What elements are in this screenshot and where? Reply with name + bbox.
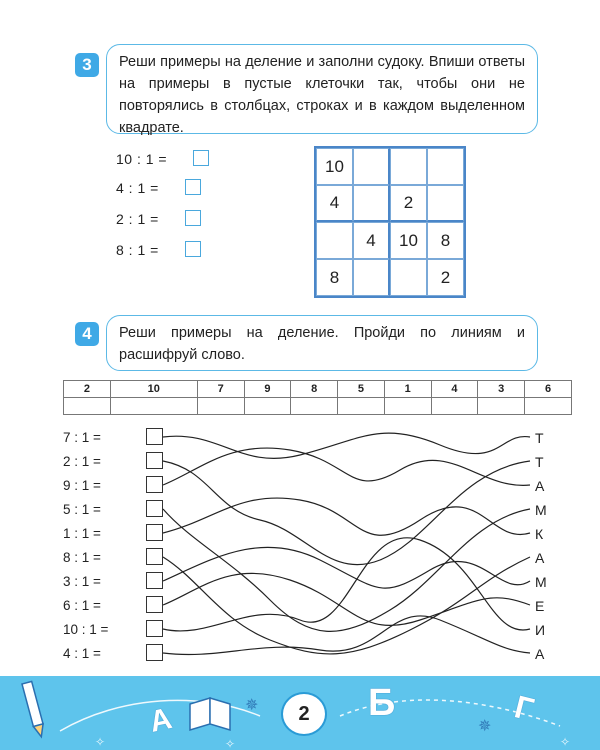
maze-equation-4: 5 : 1 =	[63, 502, 101, 517]
footer-letter-b: Б	[368, 682, 396, 724]
pencil-icon	[22, 681, 46, 738]
key-number: 5	[338, 381, 385, 398]
maze-letter-2: Т	[535, 454, 544, 470]
maze-equation-3: 9 : 1 =	[63, 478, 101, 493]
sudoku-cell[interactable]: 2	[427, 259, 464, 296]
maze-letter-1: Т	[535, 430, 544, 446]
maze-letter-6: А	[535, 550, 545, 566]
key-number: 6	[525, 381, 572, 398]
maze-equation-8: 6 : 1 =	[63, 598, 101, 613]
task-3-equation-3: 2 : 1 =	[116, 211, 159, 227]
sudoku-cell[interactable]: 4	[353, 222, 390, 259]
star-icon: ✧	[95, 735, 106, 749]
sudoku-cell[interactable]: 10	[316, 148, 353, 185]
maze-letter-3: А	[535, 478, 545, 494]
key-number: 2	[64, 381, 111, 398]
maze-letter-7: М	[535, 574, 547, 590]
key-number: 8	[291, 381, 338, 398]
task-3-instructions: Реши примеры на деление и заполни судоку. Впиши ответы на примеры в пустые клеточки так, чтобы они не повторялись в столбцах, строках и в каждом выделенном квадрате.	[106, 44, 538, 134]
key-number: 3	[478, 381, 525, 398]
maze-letter-5: К	[535, 526, 544, 542]
sudoku-cell[interactable]: 4	[316, 185, 353, 222]
maze-equation-10: 4 : 1 =	[63, 646, 101, 661]
task-4-badge: 4	[75, 322, 99, 346]
task-3-equation-2: 4 : 1 =	[116, 180, 159, 196]
sudoku-cell[interactable]: 10	[390, 222, 427, 259]
maze-letter-8: Е	[535, 598, 545, 614]
key-number: 1	[384, 381, 431, 398]
maze-letter-10: А	[535, 646, 545, 662]
book-icon	[190, 698, 230, 730]
maze-equation-1: 7 : 1 =	[63, 430, 101, 445]
sudoku-cell[interactable]: 8	[316, 259, 353, 296]
maze-equation-6: 8 : 1 =	[63, 550, 101, 565]
key-number: 9	[244, 381, 291, 398]
star-icon: ✧	[560, 735, 571, 749]
maze-equation-5: 1 : 1 =	[63, 526, 101, 541]
task-3-badge: 3	[75, 53, 99, 77]
maze-equation-2: 2 : 1 =	[63, 454, 101, 469]
maze-equation-7: 3 : 1 =	[63, 574, 101, 589]
maze-letter-4: М	[535, 502, 547, 518]
task-4-instructions: Реши примеры на деление. Пройди по линиям и расшифруй слово.	[106, 315, 538, 371]
footer-letter-g: Г	[511, 688, 538, 728]
key-number: 4	[431, 381, 478, 398]
key-number: 10	[110, 381, 197, 398]
star-icon: ✧	[225, 737, 236, 750]
star-icon: ✵	[245, 697, 259, 714]
sudoku-cell[interactable]: 8	[427, 222, 464, 259]
maze-equation-9: 10 : 1 =	[63, 622, 109, 637]
key-number: 7	[197, 381, 244, 398]
footer-letter-a: А	[146, 702, 175, 739]
page-number: 2	[281, 692, 327, 736]
task-3-equation-1: 10 : 1 =	[116, 151, 168, 167]
task-3-equation-4: 8 : 1 =	[116, 242, 159, 258]
sudoku-cell[interactable]: 2	[390, 185, 427, 222]
maze-letter-9: И	[535, 622, 546, 638]
star-icon: ✵	[478, 718, 492, 735]
